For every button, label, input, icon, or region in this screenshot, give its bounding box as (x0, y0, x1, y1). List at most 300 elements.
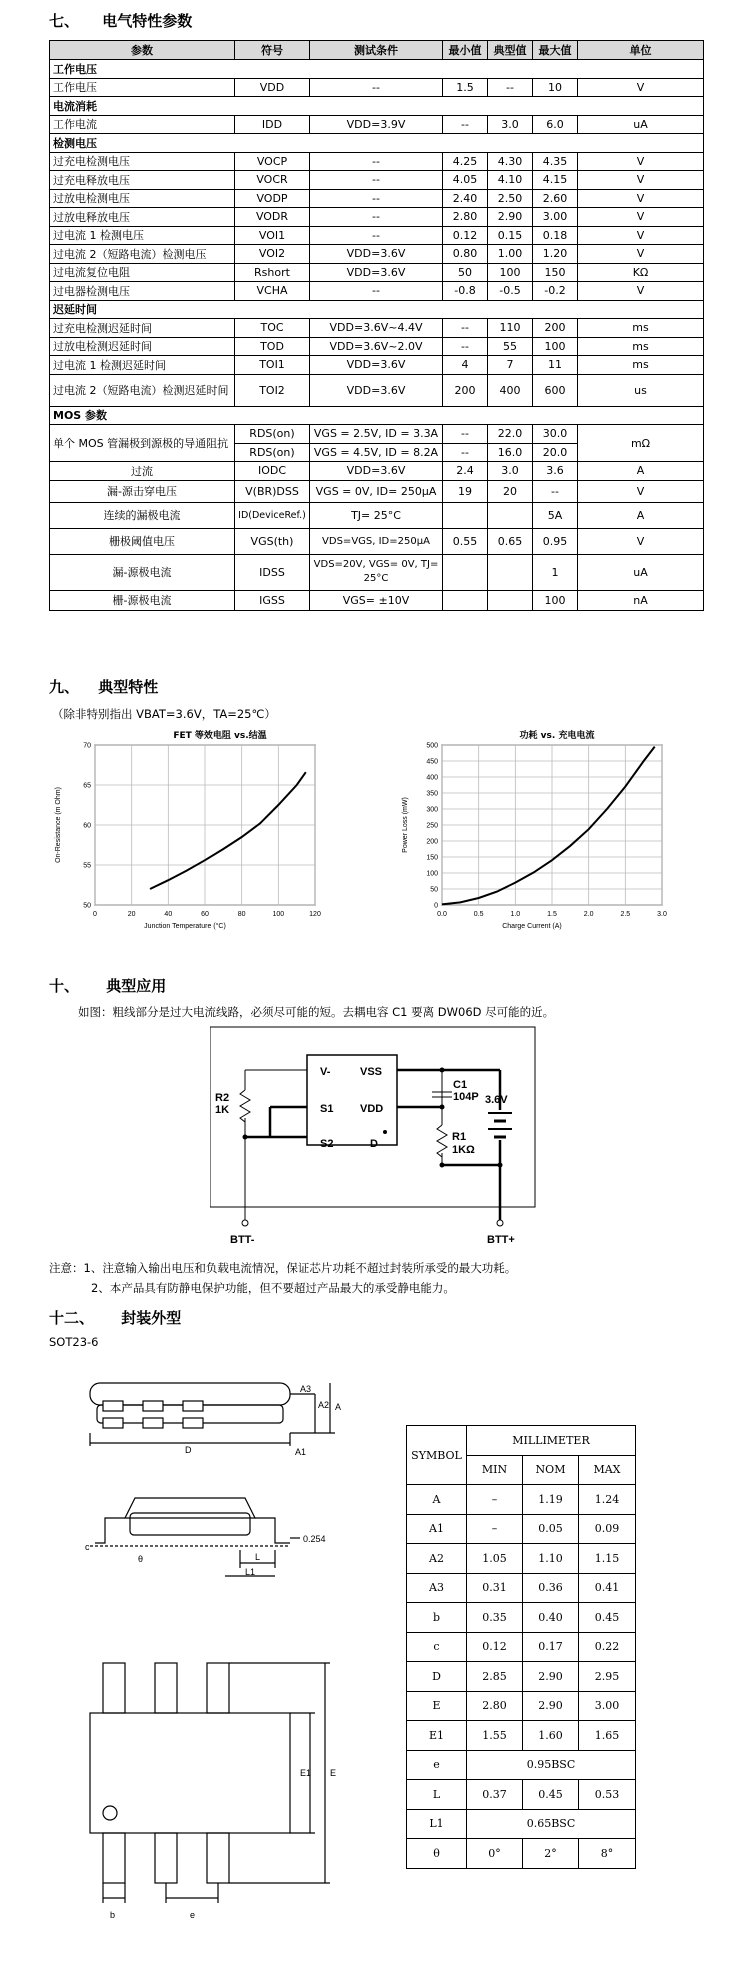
cell: 0° (467, 1839, 523, 1869)
cell: 0.95 (533, 528, 578, 554)
cell: 过放电释放电压 (50, 208, 235, 227)
table-row (50, 374, 704, 406)
cell: -- (443, 115, 488, 134)
cell: V (578, 528, 704, 554)
cell: 600 (533, 374, 578, 406)
cell: Rshort (235, 263, 310, 282)
x-tick-label: 0.0 (437, 911, 447, 918)
section9-note: （除非特别指出 VBAT=3.6V，TA=25℃） (52, 707, 276, 721)
cell: VODR (235, 208, 310, 227)
cell: 2.80 (443, 208, 488, 227)
cell: 漏-源极电流 (50, 554, 235, 590)
table-row (407, 1691, 636, 1721)
table-row (407, 1809, 636, 1839)
cell: VDD=3.6V (310, 245, 443, 264)
section-row (50, 97, 704, 116)
cell: V (578, 208, 704, 227)
table-row (50, 152, 704, 171)
cell: 0.18 (533, 226, 578, 245)
table-row (407, 1573, 636, 1603)
cell: 漏-源击穿电压 (50, 480, 235, 502)
cell: VDS=VGS, ID=250μA (310, 528, 443, 554)
dim-d: D (185, 1445, 192, 1455)
cell: V (578, 152, 704, 171)
package-dimension-table (406, 1425, 636, 1869)
cell: c (407, 1632, 467, 1662)
package-drawing (85, 1378, 355, 1943)
section7-heading (49, 10, 192, 31)
cell: 4.10 (488, 171, 533, 190)
table-row (50, 115, 704, 134)
cell: VDD=3.6V (310, 374, 443, 406)
cell: 5A (533, 502, 578, 528)
pin-d: D (370, 1138, 378, 1150)
x-tick-label: 1.5 (547, 911, 557, 918)
cell: -- (310, 226, 443, 245)
cell: 0.22 (579, 1632, 636, 1662)
section10-desc: 如图：粗线部分是过大电流线路，必须尽可能的短。去耦电容 C1 要离 DW06D 尽可能的近。 (78, 1005, 555, 1019)
table-row (50, 502, 704, 528)
column-header: 测试条件 (310, 41, 443, 60)
cell: RDS(on) (235, 443, 310, 462)
cell: mΩ (578, 425, 704, 462)
x-tick-label: 0.5 (473, 911, 484, 918)
section-label: 电流消耗 (50, 97, 704, 116)
section7-number: 七、 (49, 12, 80, 30)
cell: -0.5 (488, 282, 533, 301)
section12-heading (49, 1307, 181, 1328)
y-tick-label: 100 (426, 870, 438, 878)
y-tick-label: 250 (426, 822, 438, 830)
section-row (50, 60, 704, 79)
cell: 1.15 (579, 1544, 636, 1574)
cell: -- (443, 425, 488, 444)
cell: 3.00 (579, 1691, 636, 1721)
cell: 2.85 (467, 1662, 523, 1692)
y-tick-label: 50 (430, 886, 438, 894)
cell: V (578, 171, 704, 190)
cell: 1.10 (523, 1544, 579, 1574)
cell: VOI1 (235, 226, 310, 245)
table-row (407, 1750, 636, 1780)
cell: ms (578, 319, 704, 338)
dim-0254: 0.254 (303, 1534, 326, 1544)
cell: KΩ (578, 263, 704, 282)
cell: IGSS (235, 590, 310, 610)
cell: 0.09 (579, 1514, 636, 1544)
cell: 2.4 (443, 462, 488, 481)
cell: 6.0 (533, 115, 578, 134)
cell: 2.50 (488, 189, 533, 208)
cell: 100 (533, 337, 578, 356)
cell: 19 (443, 480, 488, 502)
battery-voltage: 3.6V (485, 1094, 508, 1106)
cell: 30.0 (533, 425, 578, 444)
cell: VGS = 0V, ID= 250μA (310, 480, 443, 502)
cell: 过电器检测电压 (50, 282, 235, 301)
cell: 22.0 (488, 425, 533, 444)
cell: VDD=3.6V~4.4V (310, 319, 443, 338)
cell: 0.95BSC (467, 1750, 636, 1780)
y-tick-label: 50 (83, 902, 91, 910)
cell: -0.8 (443, 282, 488, 301)
table-row (407, 1544, 636, 1574)
x-tick-label: 3.0 (657, 911, 667, 918)
y-tick-label: 300 (426, 806, 438, 814)
cell: E (407, 1691, 467, 1721)
y-tick-label: 400 (426, 774, 438, 782)
cell: TOI1 (235, 356, 310, 375)
cell (488, 554, 533, 590)
cell (443, 502, 488, 528)
cell: VDD=3.6V (310, 263, 443, 282)
cell: L (407, 1780, 467, 1810)
dim-b: b (110, 1910, 116, 1920)
cell: 过电流 2（短路电流）检测电压 (50, 245, 235, 264)
cell: TJ= 25°C (310, 502, 443, 528)
chart-fet-resistance (50, 725, 350, 950)
cell: 连续的漏极电流 (50, 502, 235, 528)
section9-title: 典型特性 (98, 678, 159, 696)
x-tick-label: 120 (309, 911, 321, 918)
cell: 200 (533, 319, 578, 338)
section10-number: 十、 (49, 977, 80, 995)
cell: nA (578, 590, 704, 610)
section-label: 工作电压 (50, 60, 704, 79)
r1-label: R1 (452, 1131, 467, 1143)
x-tick-label: 100 (272, 911, 285, 918)
cell: IDD (235, 115, 310, 134)
y-tick-label: 200 (426, 838, 438, 846)
cell: A2 (407, 1544, 467, 1574)
column-header: 最小值 (443, 41, 488, 60)
c1-value: 104P (453, 1091, 479, 1103)
section-row (50, 134, 704, 153)
pkg-bottom-body (90, 1713, 290, 1833)
cell: 0.40 (523, 1603, 579, 1633)
cell: -- (533, 480, 578, 502)
cell: VOI2 (235, 245, 310, 264)
cell: 150 (533, 263, 578, 282)
r2-value: 1K (215, 1104, 230, 1116)
cell: 2.95 (579, 1662, 636, 1692)
table-header-row (407, 1426, 636, 1456)
cell: 4.25 (443, 152, 488, 171)
cell: VDD=3.9V (310, 115, 443, 134)
dim-e: E (330, 1768, 337, 1778)
table-row (50, 189, 704, 208)
cell: 过电流复位电阻 (50, 263, 235, 282)
table-row (50, 425, 704, 444)
cell: VGS = 4.5V, ID = 8.2A (310, 443, 443, 462)
cell: RDS(on) (235, 425, 310, 444)
cell: -- (310, 282, 443, 301)
chart-power-loss (397, 725, 697, 950)
cell: 0.65 (488, 528, 533, 554)
cell: 0.31 (467, 1573, 523, 1603)
cell: us (578, 374, 704, 406)
r1-value: 1KΩ (452, 1144, 475, 1156)
cell: VOCP (235, 152, 310, 171)
pin-vss: VSS (360, 1066, 383, 1078)
dim-a: A (335, 1402, 342, 1412)
cell: 2.90 (523, 1691, 579, 1721)
cell: V (578, 245, 704, 264)
cell: 11 (533, 356, 578, 375)
cell: -- (443, 319, 488, 338)
circuit-outline (210, 1027, 535, 1207)
y-tick-label: 350 (426, 790, 438, 798)
cell: TOC (235, 319, 310, 338)
cell: 0.80 (443, 245, 488, 264)
section-row (50, 406, 704, 425)
cell: TOI2 (235, 374, 310, 406)
cell: – (467, 1514, 523, 1544)
cell: 0.45 (579, 1603, 636, 1633)
electrical-spec-table (49, 40, 704, 611)
column-header: 典型值 (488, 41, 533, 60)
y-axis-label: Power Loss (mW) (402, 797, 409, 853)
section12-title: 封装外型 (121, 1309, 182, 1327)
column-header: 参数 (50, 41, 235, 60)
chart-svg (50, 725, 350, 950)
cell: VODP (235, 189, 310, 208)
section-label: MOS 参数 (50, 406, 704, 425)
table-row (50, 282, 704, 301)
cell: 过充电释放电压 (50, 171, 235, 190)
x-tick-label: 60 (201, 911, 209, 918)
chart-title: FET 等效电阻 vs.结温 (173, 731, 267, 741)
cell: 0.05 (523, 1514, 579, 1544)
table-row (50, 171, 704, 190)
cell: 过电流 1 检测电压 (50, 226, 235, 245)
cell: 栅极阈值电压 (50, 528, 235, 554)
cell: 过电流 1 检测迟延时间 (50, 356, 235, 375)
table-row (50, 319, 704, 338)
x-tick-label: 0 (93, 911, 97, 918)
dim-pitch: e (190, 1910, 196, 1920)
section9-heading (49, 676, 158, 697)
cell: 8° (579, 1839, 636, 1869)
table-row (50, 590, 704, 610)
cell: VCHA (235, 282, 310, 301)
cell: VGS= ±10V (310, 590, 443, 610)
table-row (50, 356, 704, 375)
cell: -- (310, 208, 443, 227)
cell: 3.6 (533, 462, 578, 481)
cell: V (578, 226, 704, 245)
y-tick-label: 70 (83, 742, 91, 750)
cell: VGS = 2.5V, ID = 3.3A (310, 425, 443, 444)
cell: 2.90 (523, 1662, 579, 1692)
table-row (407, 1839, 636, 1869)
cell: 栅-源极电流 (50, 590, 235, 610)
table-row (50, 480, 704, 502)
cell: -0.2 (533, 282, 578, 301)
header-min: MIN (467, 1455, 523, 1485)
cell: uA (578, 115, 704, 134)
cell: V(BR)DSS (235, 480, 310, 502)
cell: IDSS (235, 554, 310, 590)
pin-vm: V- (320, 1066, 331, 1078)
cell: ID(DeviceRef.) (235, 502, 310, 528)
section9-number: 九、 (49, 678, 80, 696)
cell: b (407, 1603, 467, 1633)
section-row (50, 300, 704, 319)
header-symbol: SYMBOL (407, 1426, 467, 1485)
cell: 2.60 (533, 189, 578, 208)
x-tick-label: 40 (164, 911, 173, 918)
mos-rows (50, 425, 704, 611)
table-row (50, 554, 704, 590)
cell: 1.60 (523, 1721, 579, 1751)
cell: V (578, 78, 704, 97)
cell: 1.00 (488, 245, 533, 264)
cell: -- (488, 78, 533, 97)
cell: 4.30 (488, 152, 533, 171)
cell: 过电流 2（短路电流）检测迟延时间 (50, 374, 235, 406)
cell: A (578, 462, 704, 481)
table-row (407, 1485, 636, 1515)
note-1: 注意：1、注意输入输出电压和负载电流情况，保证芯片功耗不超过封装所承受的最大功耗。 (49, 1261, 517, 1275)
column-header: 单位 (578, 41, 704, 60)
cell: θ (407, 1839, 467, 1869)
table-row (50, 462, 704, 481)
cell: V (578, 189, 704, 208)
table-row (50, 528, 704, 554)
cell: 0.45 (523, 1780, 579, 1810)
header-max: MAX (579, 1455, 636, 1485)
cell: 7 (488, 356, 533, 375)
cell: 1 (533, 554, 578, 590)
cell: 0.15 (488, 226, 533, 245)
cell (443, 554, 488, 590)
table-row (407, 1721, 636, 1751)
cell: VDD=3.6V (310, 462, 443, 481)
section12-number: 十二、 (49, 1309, 95, 1327)
cell: 4.05 (443, 171, 488, 190)
cell: 工作电压 (50, 78, 235, 97)
cell: 过放电检测迟延时间 (50, 337, 235, 356)
cell: 0.12 (443, 226, 488, 245)
cell: 100 (488, 263, 533, 282)
cell: 1.24 (579, 1485, 636, 1515)
table-row (50, 78, 704, 97)
cell: 过充电检测电压 (50, 152, 235, 171)
cell: 4.35 (533, 152, 578, 171)
column-header: 符号 (235, 41, 310, 60)
cell: 2° (523, 1839, 579, 1869)
cell: -- (310, 152, 443, 171)
cell: 10 (533, 78, 578, 97)
cell: e (407, 1750, 467, 1780)
cell: 2.40 (443, 189, 488, 208)
y-tick-label: 500 (426, 742, 438, 750)
cell: 0.12 (467, 1632, 523, 1662)
note-2: 2、本产品具有防静电保护功能，但不要超过产品最大的承受静电能力。 (91, 1281, 455, 1295)
mos-onres-label: 单个 MOS 管漏极到源极的导通阻抗 (50, 425, 235, 462)
cell: 3.00 (533, 208, 578, 227)
table-row (407, 1603, 636, 1633)
pin-s2: S2 (320, 1138, 334, 1150)
cell: -- (443, 443, 488, 462)
cell: 16.0 (488, 443, 533, 462)
table-row (407, 1780, 636, 1810)
dim-l1: L1 (245, 1567, 256, 1577)
cell: 1.65 (579, 1721, 636, 1751)
cell: 20 (488, 480, 533, 502)
cell: -- (310, 78, 443, 97)
cell (488, 590, 533, 610)
cell: 100 (533, 590, 578, 610)
cell: 过流 (50, 462, 235, 481)
table-row (50, 226, 704, 245)
dim-e1: E1 (300, 1768, 312, 1778)
cell: VOCR (235, 171, 310, 190)
c1-label: C1 (453, 1079, 468, 1091)
y-tick-label: 55 (83, 862, 91, 870)
cell: ms (578, 356, 704, 375)
cell: 0.55 (443, 528, 488, 554)
cell: – (467, 1485, 523, 1515)
btt-minus: BTT- (230, 1234, 255, 1246)
r2-label: R2 (215, 1092, 230, 1104)
y-tick-label: 60 (83, 822, 91, 830)
y-tick-label: 450 (426, 758, 438, 766)
table-row (50, 245, 704, 264)
x-tick-label: 2.5 (620, 911, 631, 918)
cell: 2.90 (488, 208, 533, 227)
cell: 0.65BSC (467, 1809, 636, 1839)
cell: -- (310, 189, 443, 208)
cell: -- (443, 337, 488, 356)
cell: V (578, 282, 704, 301)
y-tick-label: 150 (426, 854, 438, 862)
cell: VDD=3.6V (310, 356, 443, 375)
cell: TOD (235, 337, 310, 356)
cell: 1.5 (443, 78, 488, 97)
cell (488, 502, 533, 528)
y-tick-label: 65 (83, 782, 91, 790)
section7-title: 电气特性参数 (102, 12, 193, 30)
cell: 20.0 (533, 443, 578, 462)
x-axis-label: Charge Current (A) (502, 923, 562, 930)
x-tick-label: 80 (237, 911, 246, 918)
header-nom: NOM (523, 1455, 579, 1485)
dim-a2: A2 (318, 1400, 330, 1410)
cell: L1 (407, 1809, 467, 1839)
cell: 工作电流 (50, 115, 235, 134)
cell: A3 (407, 1573, 467, 1603)
table-row (50, 263, 704, 282)
cell: 0.41 (579, 1573, 636, 1603)
cell (443, 590, 488, 610)
x-tick-label: 20 (127, 911, 136, 918)
cell: 1.55 (467, 1721, 523, 1751)
table-row (50, 208, 704, 227)
cell: 1.05 (467, 1544, 523, 1574)
cell: 3.0 (488, 115, 533, 134)
y-axis-label: On-Resistance (m Ohm) (55, 787, 62, 863)
cell: A (578, 502, 704, 528)
cell: 400 (488, 374, 533, 406)
cell: 2.80 (467, 1691, 523, 1721)
cell: VDD=3.6V~2.0V (310, 337, 443, 356)
column-header: 最大值 (533, 41, 578, 60)
x-tick-label: 2.0 (583, 911, 594, 918)
chart-title: 功耗 vs. 充电电流 (519, 731, 595, 741)
chart-svg (397, 725, 697, 950)
